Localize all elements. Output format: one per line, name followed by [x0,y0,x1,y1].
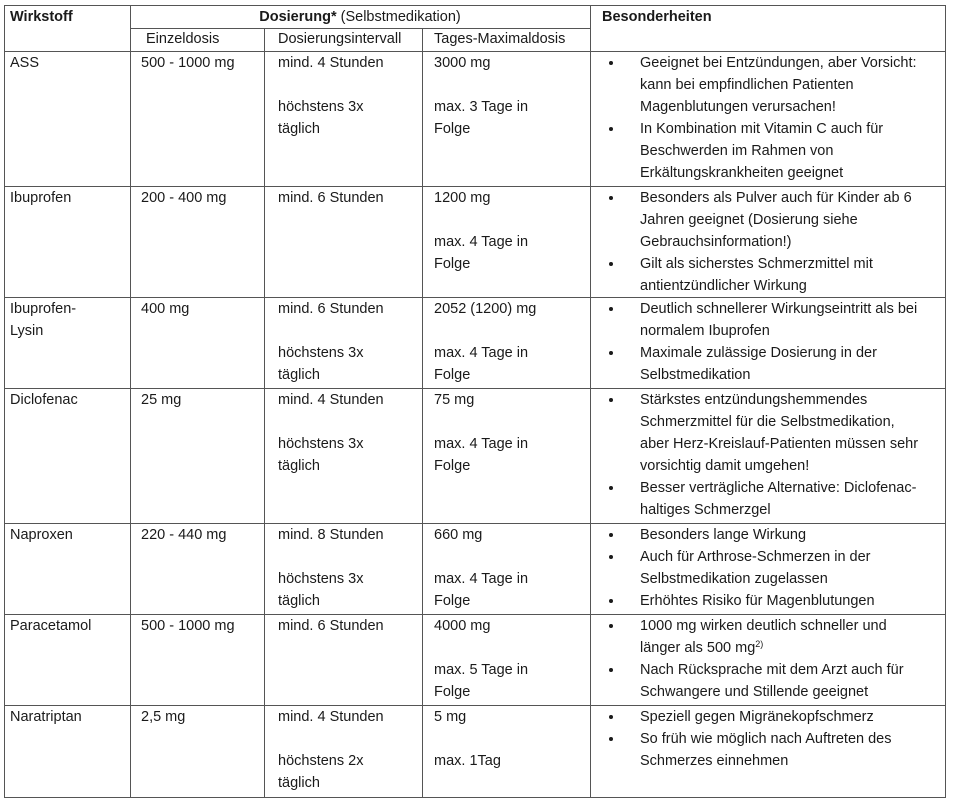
tagesmax-value: max. 4 Tage in [434,436,529,452]
bullet-icon [609,737,613,741]
bullet-icon [609,715,613,719]
intervall-value: mind. 4 Stunden [278,709,384,725]
einzeldosis-value: 200 - 400 mg [141,190,227,206]
besonderheit-text: 1000 mg wirken deutlich schneller und [640,618,887,634]
medication-table [4,5,945,797]
bullet-icon [609,127,613,131]
besonderheit-text: Schwangere und Stillende geeignet [640,684,869,700]
besonderheit-text: Erkältungskrankheiten geeignet [640,165,844,181]
footnote-mark: 2) [755,639,764,649]
intervall-value: mind. 6 Stunden [278,618,384,634]
besonderheit-text: Jahren geeignet (Dosierung siehe [640,212,858,228]
header-wirkstoff: Wirkstoff [10,9,73,25]
column-rule [4,5,5,798]
intervall-value: höchstens 2x [278,753,364,769]
tagesmax-value: Folge [434,684,471,700]
column-rule [422,28,423,797]
bullet-icon [609,533,613,537]
tagesmax-value: 2052 (1200) mg [434,301,537,317]
besonderheit-text: aber Herz-Kreislauf-Patienten müssen sehr [640,436,919,452]
wirkstoff-name: Naratriptan [10,709,82,725]
intervall-value: mind. 4 Stunden [278,55,384,71]
tagesmax-value: 4000 mg [434,618,491,634]
tagesmax-value: 5 mg [434,709,467,725]
bullet-icon [609,668,613,672]
intervall-value: täglich [278,367,320,383]
besonderheit-text: So früh wie möglich nach Auftreten des [640,731,892,747]
besonderheit-text: Nach Rücksprache mit dem Arzt auch für [640,662,904,678]
besonderheit-text: antientzündlicher Wirkung [640,278,807,294]
tagesmax-value: Folge [434,367,471,383]
tagesmax-value: 1200 mg [434,190,491,206]
bullet-icon [609,351,613,355]
bullet-icon [609,262,613,266]
row-rule [4,5,946,6]
besonderheit-text: kann bei empfindlichen Patienten [640,77,854,93]
tagesmax-value: max. 3 Tage in [434,99,529,115]
tagesmax-value: 75 mg [434,392,475,408]
header-dosierung [259,6,460,28]
tagesmax-value: Folge [434,593,471,609]
wirkstoff-name: Naproxen [10,527,73,543]
besonderheit-text: Besser verträgliche Alternative: Diclofenac- [640,480,917,496]
tagesmax-value: 660 mg [434,527,483,543]
wirkstoff-name: Diclofenac [10,392,78,408]
column-rule [590,5,591,798]
intervall-value: täglich [278,121,320,137]
row-rule [4,797,946,798]
besonderheit-text: Selbstmedikation [640,367,751,383]
header-intervall: Dosierungsintervall [278,31,402,47]
intervall-value: täglich [278,593,320,609]
intervall-value: höchstens 3x [278,436,364,452]
intervall-value: täglich [278,775,320,791]
besonderheit-text: normalem Ibuprofen [640,323,770,339]
tagesmax-value: max. 4 Tage in [434,345,529,361]
besonderheit-text: Deutlich schnellerer Wirkungseintritt als bei [640,301,918,317]
besonderheit-text: Beschwerden im Rahmen von [640,143,834,159]
einzeldosis-value: 25 mg [141,392,182,408]
bullet-icon [609,196,613,200]
header-tagesmax: Tages-Maximaldosis [434,31,566,47]
wirkstoff-name: Ibuprofen- [10,301,77,317]
besonderheit-text: Speziell gegen Migränekopfschmerz [640,709,874,725]
besonderheit-text: Besonders als Pulver auch für Kinder ab 6 [640,190,912,206]
intervall-value: höchstens 3x [278,571,364,587]
besonderheit-text: Schmerzmittel für die Selbstmedikation, [640,414,895,430]
bullet-icon [609,599,613,603]
tagesmax-value: max. 1Tag [434,753,501,769]
bullet-icon [609,624,613,628]
wirkstoff-name: ASS [10,55,40,71]
column-rule [264,28,265,797]
bullet-icon [609,486,613,490]
wirkstoff-name: Lysin [10,323,44,339]
tagesmax-value: Folge [434,121,471,137]
wirkstoff-name: Paracetamol [10,618,92,634]
intervall-value: mind. 8 Stunden [278,527,384,543]
intervall-value: täglich [278,458,320,474]
besonderheit-text: Gebrauchsinformation!) [640,234,792,250]
besonderheit-text: Schmerzes einnehmen [640,753,789,769]
besonderheit-text: In Kombination mit Vitamin C auch für [640,121,884,137]
bullet-icon [609,61,613,65]
bullet-icon [609,398,613,402]
besonderheit-text: Magenblutungen verursachen! [640,99,836,115]
intervall-value: höchstens 3x [278,99,364,115]
einzeldosis-value: 500 - 1000 mg [141,618,235,634]
besonderheit-text: Stärkstes entzündungshemmendes [640,392,868,408]
besonderheit-text: länger als 500 $mg^{2)}$ [640,639,764,656]
besonderheit-text: Selbstmedikation zugelassen [640,571,828,587]
besonderheit-text: Besonders lange Wirkung [640,527,807,543]
besonderheit-text: Gilt als sicherstes Schmerzmittel mit [640,256,873,272]
besonderheit-text: haltiges Schmerzgel [640,502,771,518]
einzeldosis-value: 220 - 440 mg [141,527,227,543]
header-dosierung-suffix: (Selbstmedikation) [336,9,461,25]
intervall-value: höchstens 3x [278,345,364,361]
wirkstoff-name: Ibuprofen [10,190,72,206]
tagesmax-value: Folge [434,458,471,474]
header-einzeldosis: Einzeldosis [146,31,220,47]
bullet-icon [609,555,613,559]
tagesmax-value: 3000 mg [434,55,491,71]
intervall-value: mind. 4 Stunden [278,392,384,408]
tagesmax-value: max. 5 Tage in [434,662,529,678]
besonderheit-text: Auch für Arthrose-Schmerzen in der [640,549,871,565]
intervall-value: mind. 6 Stunden [278,301,384,317]
einzeldosis-value: 2,5 mg [141,709,186,725]
header-besonderheiten: Besonderheiten [602,9,712,25]
tagesmax-value: max. 4 Tage in [434,571,529,587]
column-rule [945,5,946,798]
besonderheit-text: Geeignet bei Entzündungen, aber Vorsicht: [640,55,917,71]
tagesmax-value: Folge [434,256,471,272]
intervall-value: mind. 6 Stunden [278,190,384,206]
besonderheit-text: Erhöhtes Risiko für Magenblutungen [640,593,875,609]
besonderheit-text: vorsichtig damit umgehen! [640,458,810,474]
header-dosierung-label: Dosierung* [259,9,337,25]
column-rule [130,5,131,798]
einzeldosis-value: 500 - 1000 mg [141,55,235,71]
einzeldosis-value: 400 mg [141,301,190,317]
bullet-icon [609,307,613,311]
tagesmax-value: max. 4 Tage in [434,234,529,250]
besonderheit-text: Maximale zulässige Dosierung in der [640,345,877,361]
